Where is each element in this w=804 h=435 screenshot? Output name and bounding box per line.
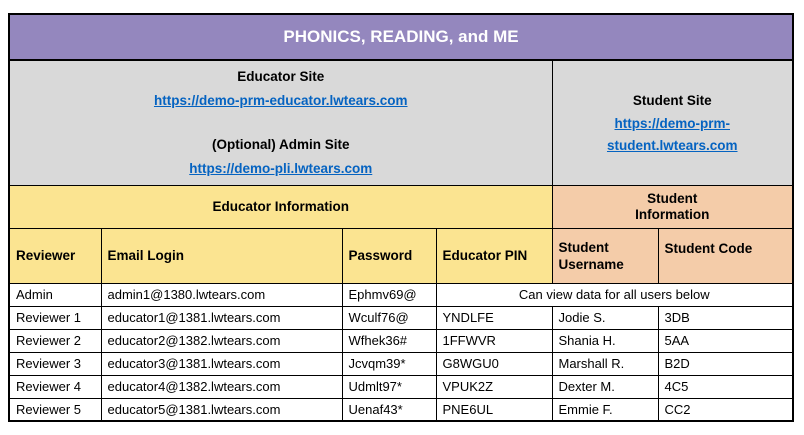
page-title: PHONICS, READING, and ME [9, 14, 793, 60]
pin-cell: G8WGU0 [436, 352, 552, 375]
admin-site-label: (Optional) Admin Site [212, 136, 350, 152]
student-code-cell: CC2 [658, 398, 793, 421]
student-site-link[interactable]: https://demo-prm-student.lwtears.com [606, 115, 738, 153]
table-row [9, 329, 793, 352]
student-site-label: Student Site [632, 92, 712, 108]
password-cell: Jcvqm39* [342, 352, 436, 375]
educator-site-cell [9, 60, 552, 185]
credentials-rows [9, 306, 793, 421]
header-educator-pin: Educator PIN [436, 228, 552, 283]
email-cell: educator3@1381.lwtears.com [101, 352, 342, 375]
reviewer-cell: Reviewer 3 [9, 352, 101, 375]
email-cell: educator5@1381.lwtears.com [101, 398, 342, 421]
title-row [9, 14, 793, 60]
admin-row [9, 283, 793, 306]
reviewer-cell: Admin [9, 283, 101, 306]
student-code-cell: 5AA [658, 329, 793, 352]
pin-cell: YNDLFE [436, 306, 552, 329]
password-cell: Udmlt97* [342, 375, 436, 398]
educator-site-label: Educator Site [237, 68, 325, 84]
pin-cell: VPUK2Z [436, 375, 552, 398]
password-cell: Wfhek36# [342, 329, 436, 352]
student-username-cell: Emmie F. [552, 398, 658, 421]
admin-site-link[interactable]: https://demo-pli.lwtears.com [189, 160, 373, 176]
email-cell: educator2@1382.lwtears.com [101, 329, 342, 352]
reviewer-cell: Reviewer 1 [9, 306, 101, 329]
reviewer-cell: Reviewer 4 [9, 375, 101, 398]
student-code-cell: 4C5 [658, 375, 793, 398]
table-row [9, 375, 793, 398]
student-username-cell: Jodie S. [552, 306, 658, 329]
pin-cell: PNE6UL [436, 398, 552, 421]
student-code-cell: 3DB [658, 306, 793, 329]
student-username-cell: Dexter M. [552, 375, 658, 398]
spacer [16, 113, 546, 133]
table-row [9, 398, 793, 421]
pin-cell: 1FFWVR [436, 329, 552, 352]
student-username-cell: Shania H. [552, 329, 658, 352]
educator-site-link[interactable]: https://demo-prm-educator.lwtears.com [153, 92, 408, 108]
sites-row [9, 60, 793, 185]
educator-information-band: Educator Information [9, 185, 552, 228]
student-information-label: Student Information [635, 190, 710, 222]
reviewer-cell: Reviewer 5 [9, 398, 101, 421]
student-username-cell: Marshall R. [552, 352, 658, 375]
header-email-login: Email Login [101, 228, 342, 283]
header-reviewer: Reviewer [9, 228, 101, 283]
password-cell: Uenaf43* [342, 398, 436, 421]
admin-note-cell: Can view data for all users below [436, 283, 793, 306]
email-cell: admin1@1380.lwtears.com [101, 283, 342, 306]
email-cell: educator4@1382.lwtears.com [101, 375, 342, 398]
password-cell: Wculf76@ [342, 306, 436, 329]
table-row [9, 352, 793, 375]
student-site-cell [552, 60, 793, 185]
section-band-row [9, 185, 793, 228]
student-information-band [552, 185, 793, 228]
header-student-code: Student Code [658, 228, 793, 283]
column-header-row [9, 228, 793, 283]
header-student-username: Student Username [552, 228, 658, 283]
table-row [9, 306, 793, 329]
reviewer-cell: Reviewer 2 [9, 329, 101, 352]
student-code-cell: B2D [658, 352, 793, 375]
password-cell: Ephmv69@ [342, 283, 436, 306]
credentials-table [8, 13, 794, 422]
header-password: Password [342, 228, 436, 283]
email-cell: educator1@1381.lwtears.com [101, 306, 342, 329]
